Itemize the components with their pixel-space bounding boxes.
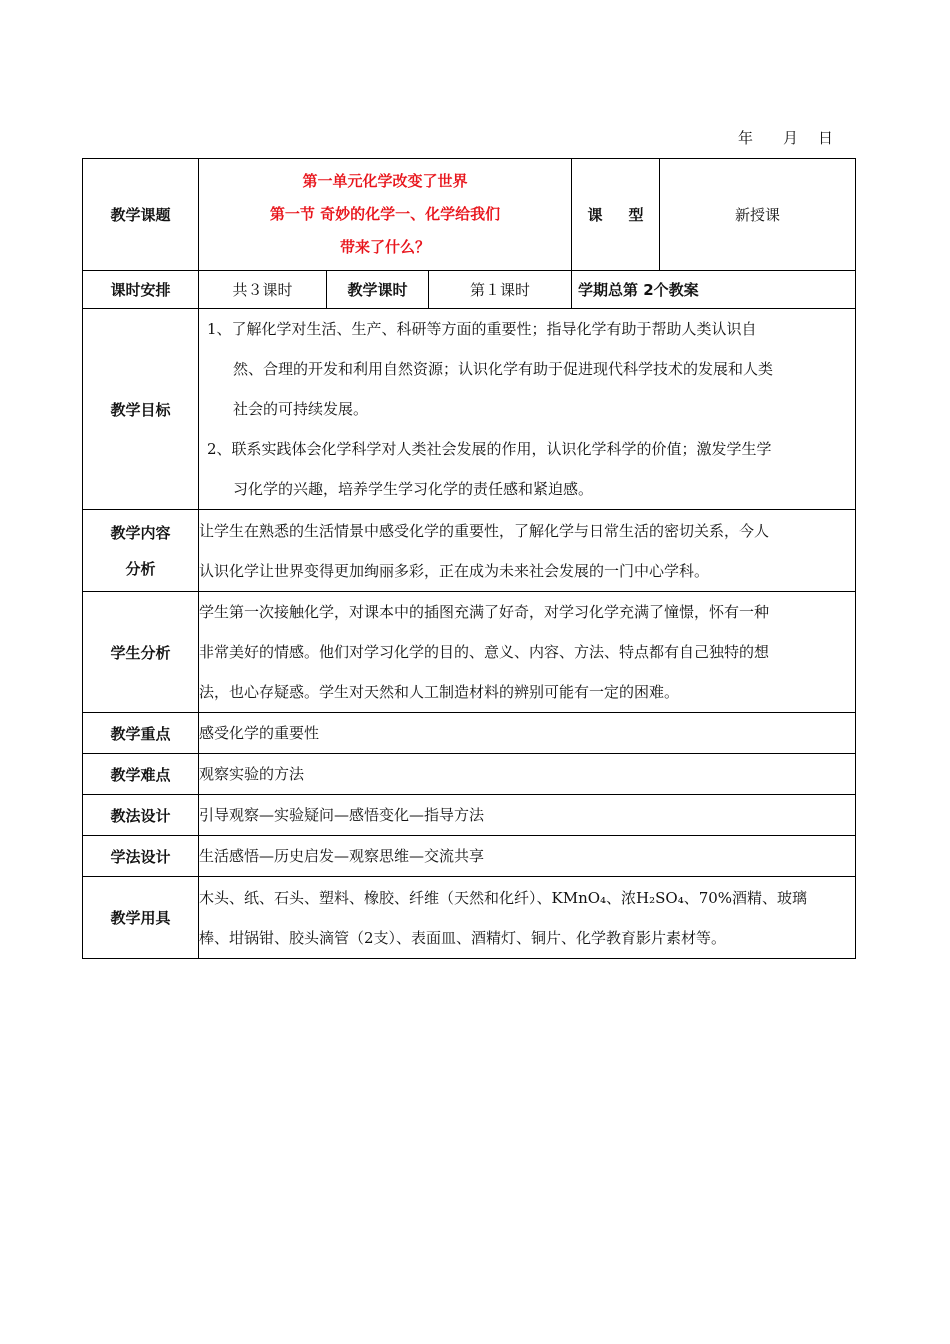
lesson-plan-table xyxy=(82,158,856,959)
row-teaching-method xyxy=(83,795,856,836)
learning-label: 学法设计 xyxy=(83,836,199,877)
row-difficulty xyxy=(83,754,856,795)
tools-line-1: 木头、纸、石头、塑料、橡胶、纤维（天然和化纤）、KMnO₄、浓H₂SO₄、70%酒精、玻璃 xyxy=(199,888,808,907)
schedule-value: 共３课时 xyxy=(199,271,327,309)
content-line-2: 认识化学让世界变得更加绚丽多彩，正在成为未来社会发展的一门中心学科。 xyxy=(199,561,710,580)
goal-1-line-1: 1、了解化学对生活、生产、科研等方面的重要性；指导化学有助于帮助人类认识自 xyxy=(207,320,757,338)
student-line-1: 学生第一次接触化学，对课本中的插图充满了好奇，对学习化学充满了憧憬，怀有一种 xyxy=(199,603,770,621)
row-student-analysis xyxy=(83,592,856,713)
method-label: 教法设计 xyxy=(83,795,199,836)
topic-title xyxy=(199,159,572,271)
tools-label: 教学用具 xyxy=(83,877,199,959)
tools-line-2: 棒、坩锅钳、胶头滴管（2支）、表面皿、酒精灯、铜片、化学教育影片素材等。 xyxy=(199,928,727,947)
goal-1-line-2: 然、合理的开发和利用自然资源；认识化学有助于促进现代科学技术的发展和人类 xyxy=(233,360,774,378)
student-line-3: 法，也心存疑惑。学生对天然和人工制造材料的辨别可能有一定的困难。 xyxy=(199,683,680,701)
student-analysis xyxy=(199,592,856,713)
content-analysis xyxy=(199,510,856,592)
content-label xyxy=(83,510,199,592)
tools-value xyxy=(199,877,856,959)
student-label: 学生分析 xyxy=(83,592,199,713)
date-month: 月 xyxy=(783,129,799,147)
difficulty-label: 教学难点 xyxy=(83,754,199,795)
type-label xyxy=(572,159,660,271)
row-schedule xyxy=(83,271,856,309)
date-year: 年 xyxy=(738,129,754,147)
goals-content xyxy=(199,309,856,510)
goal-2-line-2: 习化学的兴趣，培养学生学习化学的责任感和紧迫感。 xyxy=(233,480,594,498)
goals-label: 教学目标 xyxy=(83,309,199,510)
row-tools xyxy=(83,877,856,959)
topic-line-3: 带来了什么？ xyxy=(339,238,430,256)
period-label: 教学课时 xyxy=(327,271,429,309)
type-label-b: 型 xyxy=(628,206,644,224)
method-value: 引导观察—实验疑问—感悟变化—指导方法 xyxy=(199,795,856,836)
period-value: 第１课时 xyxy=(429,271,572,309)
content-line-1: 让学生在熟悉的生活情景中感受化学的重要性，了解化学与日常生活的密切关系，今人 xyxy=(199,521,770,540)
student-line-2: 非常美好的情感。他们对学习化学的目的、意义、内容、方法、特点都有自己独特的想 xyxy=(199,643,770,661)
topic-label: 教学课题 xyxy=(83,159,199,271)
topic-line-1: 第一单元化学改变了世界 xyxy=(302,172,468,190)
difficulty-value: 观察实验的方法 xyxy=(199,754,856,795)
term-total: 学期总第 2个教案 xyxy=(572,271,856,309)
row-learning-method xyxy=(83,836,856,877)
content-label-2: 分析 xyxy=(125,559,156,578)
type-label-a: 课 xyxy=(587,206,603,224)
schedule-label: 课时安排 xyxy=(83,271,199,309)
row-content-analysis xyxy=(83,510,856,592)
goal-2-line-1: 2、联系实践体会化学科学对人类社会发展的作用，认识化学科学的价值；激发学生学 xyxy=(207,440,772,458)
row-topic xyxy=(83,159,856,271)
row-goals xyxy=(83,309,856,510)
content-label-1: 教学内容 xyxy=(110,523,171,542)
learning-value: 生活感悟—历史启发—观察思维—交流共享 xyxy=(199,836,856,877)
key-value: 感受化学的重要性 xyxy=(199,713,856,754)
key-label: 教学重点 xyxy=(83,713,199,754)
goal-1-line-3: 社会的可持续发展。 xyxy=(233,400,369,418)
row-key-point xyxy=(83,713,856,754)
date-day: 日 xyxy=(818,129,834,147)
date-line xyxy=(738,127,833,148)
topic-line-2: 第一节 奇妙的化学一、化学给我们 xyxy=(269,205,501,223)
type-value: 新授课 xyxy=(660,159,856,271)
